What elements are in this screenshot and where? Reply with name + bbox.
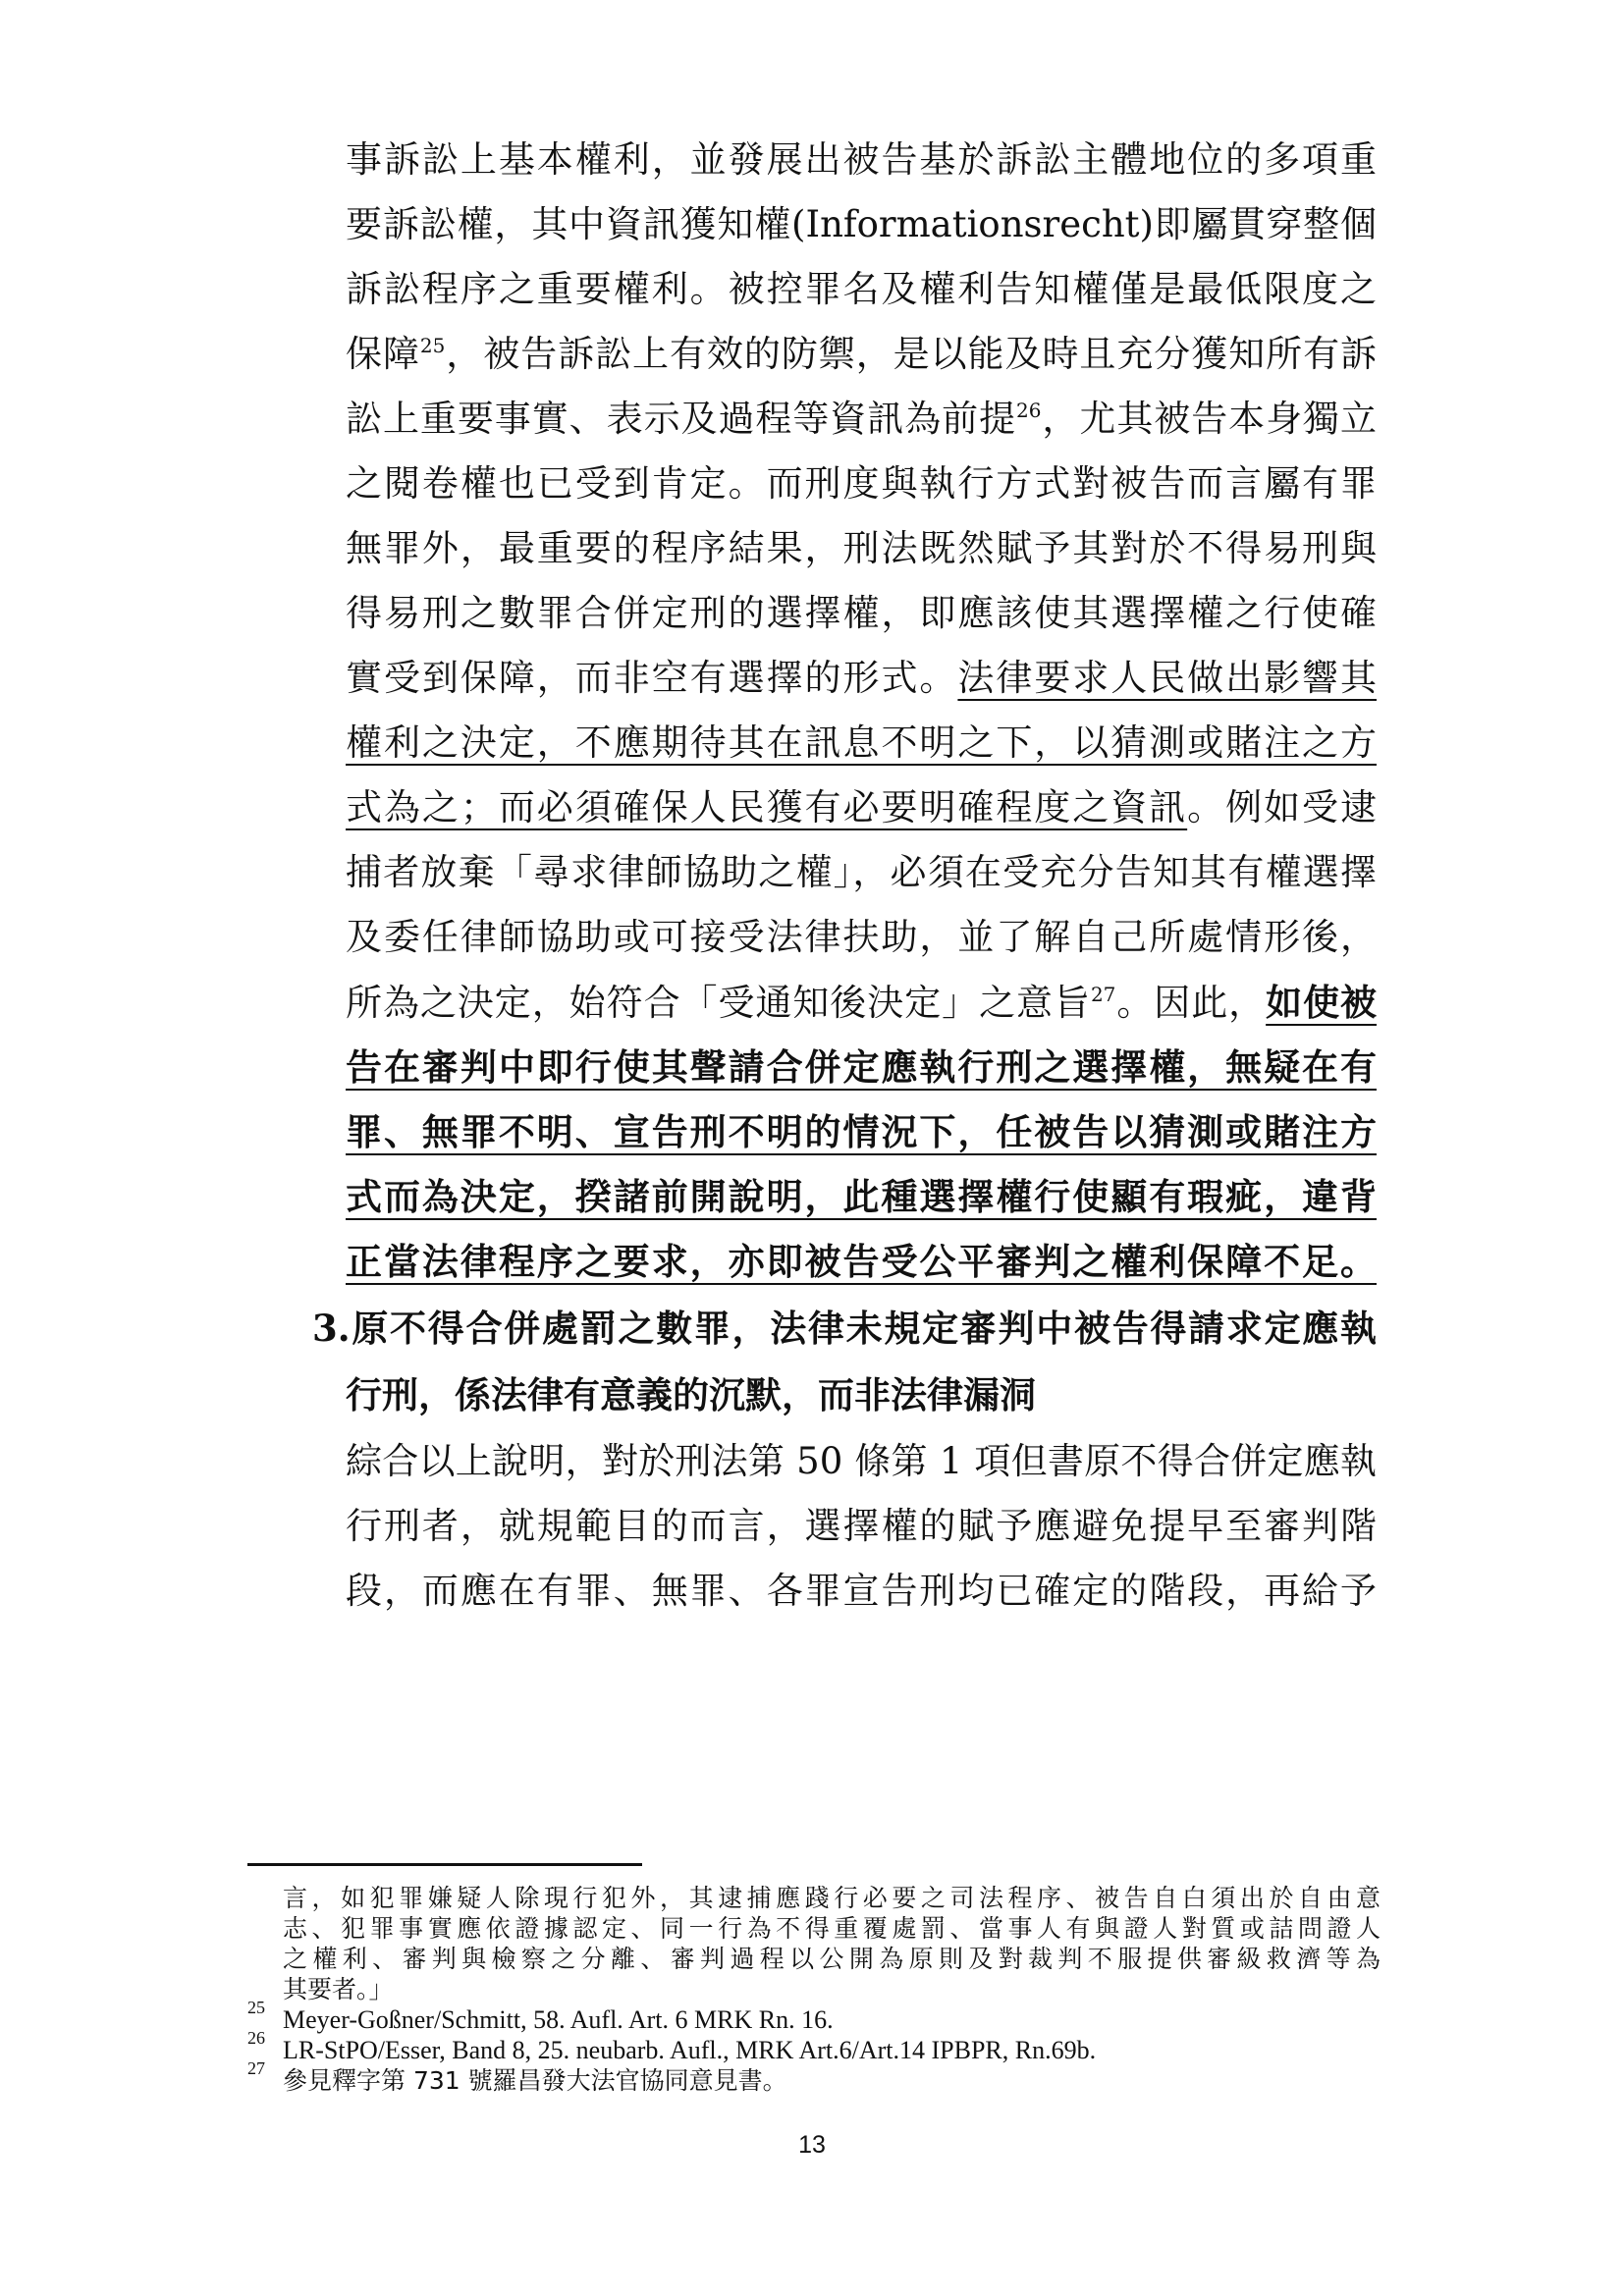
paragraph-line: 要訴訟權，其中資訊獲知權(Informationsrecht)即屬貫穿整個 <box>346 203 1377 245</box>
paragraph-line: 之閱卷權也已受到肯定。而刑度與執行方式對被告而言屬有罪 <box>346 462 1377 505</box>
footnote-separator <box>247 1863 642 1866</box>
footnote-ref-26[interactable]: 26 <box>1016 399 1042 422</box>
paragraph-line <box>346 1229 1377 1294</box>
paragraph-line: 實受到保障，而非空有選擇的形式。法律要求人民做出影響其 <box>346 657 1378 699</box>
paragraph-line: 綜合以上說明，對於刑法第 50 條第 1 項但書原不得合併定應執 <box>346 1440 1377 1482</box>
footnote-continuation-line: 其要者。」 <box>283 1975 394 2003</box>
page-number: 13 <box>798 2131 826 2159</box>
section-heading: 3.原不得合併處罰之數罪，法律未規定審判中被告得請求定應執 <box>312 1307 1377 1350</box>
emphasized-text: 罪、無罪不明、宣告刑不明的情況下，任被告以猜測或賭注方 <box>346 1110 1377 1153</box>
paragraph-line <box>346 1164 1377 1229</box>
footnote-number-25: 25 <box>247 1998 265 2017</box>
paragraph-line: 無罪外，最重要的程序結果，刑法既然賦予其對於不得易刑與 <box>346 527 1377 569</box>
section-heading-continued: 行刑，係法律有意義的沉默，而非法律漏洞 <box>346 1373 1036 1416</box>
paragraph-line: 訴訟程序之重要權利。被控罪名及權利告知權僅是最低限度之 <box>346 268 1377 310</box>
paragraph-line: 保障$^{25}$，被告訴訟上有效的防禦，是以能及時且充分獲知所有訴 <box>346 333 1378 375</box>
emphasized-text: 告在審判中即行使其聲請合併定應執行刑之選擇權，無疑在有 <box>346 1045 1377 1089</box>
paragraph-line: 訟上重要事實、表示及過程等資訊為前提$^{26}$，尤其被告本身獨立 <box>346 398 1377 440</box>
paragraph-line: 所為之決定，始符合「受通知後決定」之意旨$^{27}$。因此，如使被 <box>346 981 1378 1024</box>
footnote-26: LR-StPO/Esser, Band 8, 25. neubarb. Aufl., MRK Art.6/Art.14 IPBPR, Rn.69b. <box>283 2036 1097 2064</box>
footnote-continuation-line: 志、犯罪事實應依證據認定、同一行為不得重覆處罰、當事人有與證人對質或詰問證人 <box>283 1914 1380 1943</box>
paragraph-line: 式為之；而必須確保人民獲有必要明確程度之資訊。例如受逮 <box>346 786 1378 828</box>
footnote-ref-25[interactable]: 25 <box>419 334 446 357</box>
footnote-continuation-line: 言，如犯罪嫌疑人除現行犯外，其逮捕應踐行必要之司法程序、被告自白須出於自由意 <box>283 1884 1380 1912</box>
emphasized-text: 式而為決定，揆諸前開說明，此種選擇權行使顯有瑕疵，違背 <box>346 1175 1377 1218</box>
footnote-continuation-line: 之權利、審判與檢察之分離、審判過程以公開為原則及對裁判不服提供審級救濟等為 <box>283 1945 1380 1973</box>
paragraph-line <box>346 1099 1377 1164</box>
paragraph-line <box>346 1035 1377 1099</box>
footnote-27: 參見釋字第 731 號羅昌發大法官協同意見書。 <box>283 2066 787 2095</box>
paragraph-line: 得易刑之數罪合併定刑的選擇權，即應該使其選擇權之行使確 <box>346 592 1377 634</box>
paragraph-line: 行刑者，就規範目的而言，選擇權的賦予應避免提早至審判階 <box>346 1505 1377 1547</box>
footnote-25: Meyer-Goßner/Schmitt, 58. Aufl. Art. 6 MRK Rn. 16. <box>283 2005 834 2034</box>
paragraph-line <box>346 711 1377 775</box>
emphasized-text: 如使被 <box>1266 981 1378 1024</box>
paragraph-line: 段，而應在有罪、無罪、各罪宣告刑均已確定的階段，再給予 <box>346 1570 1377 1612</box>
footnote-number-27: 27 <box>247 2058 265 2078</box>
paragraph-line: 事訴訟上基本權利，並發展出被告基於訴訟主體地位的多項重 <box>346 138 1377 181</box>
underlined-text: 權利之決定，不應期待其在訊息不明之下，以猜測或賭注之方 <box>346 721 1377 764</box>
paragraph-line: 及委任律師協助或可接受法律扶助，並了解自己所處情形後， <box>346 916 1377 958</box>
footnote-ref-27[interactable]: 27 <box>1090 983 1116 1006</box>
underlined-text: 式為之；而必須確保人民獲有必要明確程度之資訊 <box>346 786 1188 828</box>
emphasized-text: 正當法律程序之要求，亦即被告受公平審判之權利保障不足。 <box>346 1240 1377 1283</box>
underlined-text: 法律要求人民做出影響其 <box>957 657 1378 699</box>
paragraph-line: 捕者放棄「尋求律師協助之權」，必須在受充分告知其有權選擇 <box>346 851 1377 893</box>
footnote-number-26: 26 <box>247 2028 265 2048</box>
